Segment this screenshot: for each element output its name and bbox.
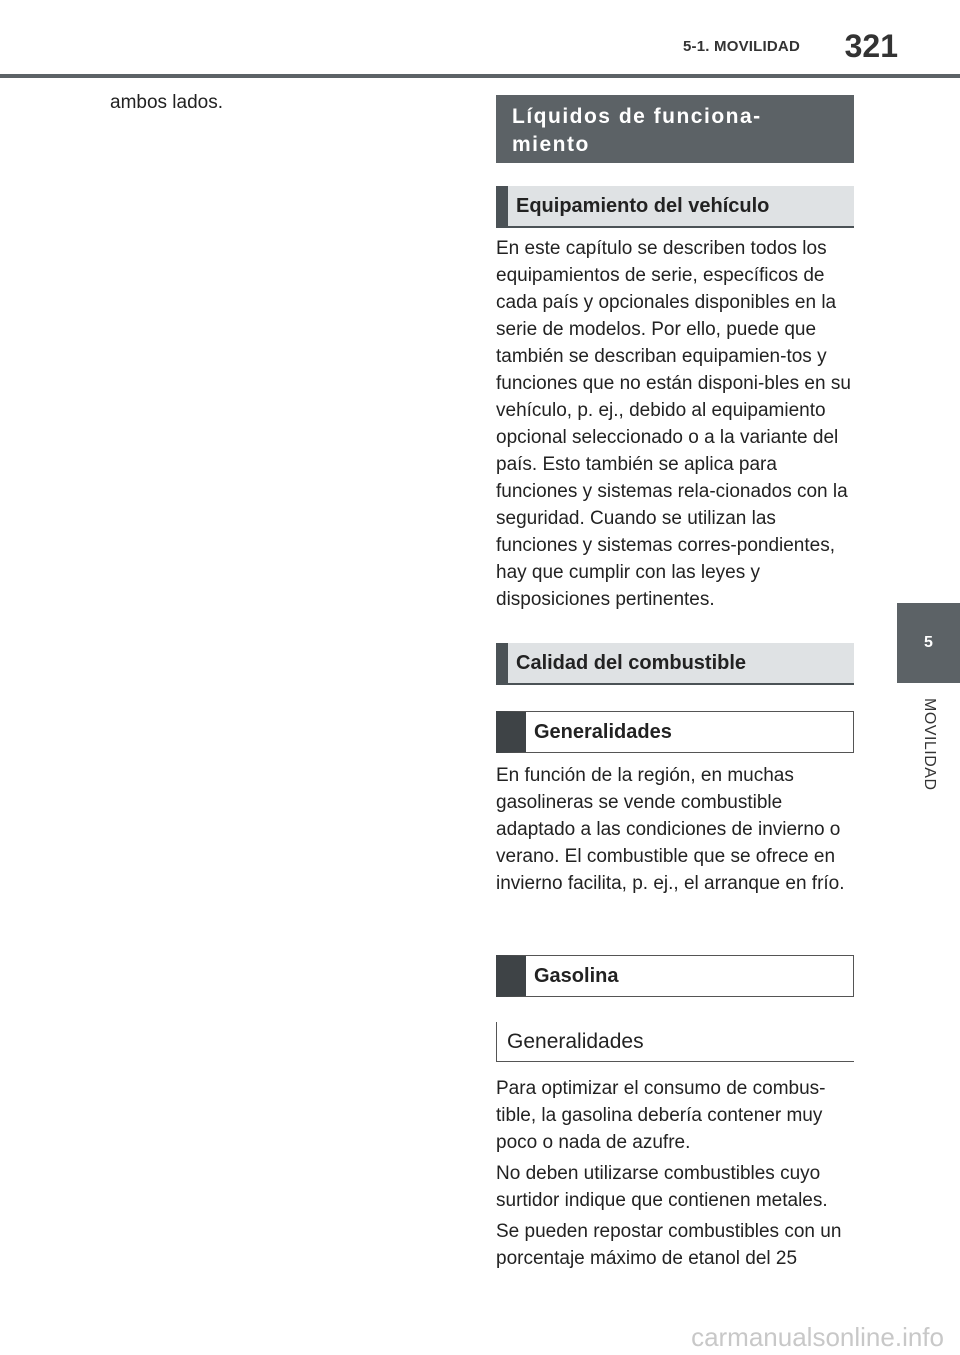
subheading-fuel-quality-text: Calidad del combustible bbox=[516, 651, 747, 674]
subheading-general-text: Generalidades bbox=[534, 720, 672, 743]
subheading-general bbox=[496, 711, 854, 753]
header-divider bbox=[0, 74, 960, 78]
subheading-gasoline-text: Gasolina bbox=[534, 964, 619, 987]
chapter-tab[interactable] bbox=[897, 603, 960, 683]
subheading-equipment-text: Equipamiento del vehículo bbox=[516, 194, 770, 217]
paragraph-metals: No deben utilizarse combustibles cuyo surtidor indique que contienen metales. bbox=[496, 1163, 828, 1211]
paragraph-general: En función de la región, en muchas gasolineras se vende combustible adaptado a las condiciones de invierno o verano. El combustible que se ofrece en invierno facilita, p. ej., el arranque en frío. bbox=[496, 765, 845, 894]
paragraph-ethanol: Se pueden repostar combustibles con un porcentaje máximo de etanol del 25 bbox=[496, 1221, 842, 1269]
subheading-gasoline-general bbox=[496, 1022, 854, 1062]
paragraph-equipment: En este capítulo se describen todos los equipamientos de serie, específicos de cada país y opcionales disponibles en la serie de modelos. Por ello, puede que también se describan equipamien-tos y funciones que no están disponi-bles en su vehículo, p. ej., debido al equipamiento opcional seleccionado o a la variante del país. Esto también se aplica para funciones y sistemas rela-cionados con la seguridad. Cuando se utilizan las funciones y sistemas corres-pondientes, hay que cumplir con las leyes y disposiciones pertinentes. bbox=[496, 238, 851, 610]
header-section-title: 5-1. MOVILIDAD bbox=[683, 38, 800, 55]
chapter-tab-number: 5 bbox=[924, 634, 933, 651]
subheading-gasoline bbox=[496, 955, 854, 997]
section-heading-text: Líquidos de funciona- miento bbox=[512, 105, 762, 156]
subheading-fuel-quality bbox=[496, 643, 854, 685]
left-column-text: ambos lados. bbox=[110, 92, 224, 113]
chapter-tab-label: MOVILIDAD bbox=[921, 698, 938, 791]
watermark: carmanualsonline.info bbox=[691, 1322, 944, 1352]
section-heading bbox=[496, 95, 854, 163]
paragraph-sulfur: Para optimizar el consumo de combus-tible, la gasolina debería contener muy poco o nada de azufre. bbox=[496, 1078, 826, 1153]
page-number: 321 bbox=[844, 28, 898, 64]
subheading-gasoline-general-text: Generalidades bbox=[507, 1029, 644, 1053]
subheading-equipment bbox=[496, 186, 854, 228]
